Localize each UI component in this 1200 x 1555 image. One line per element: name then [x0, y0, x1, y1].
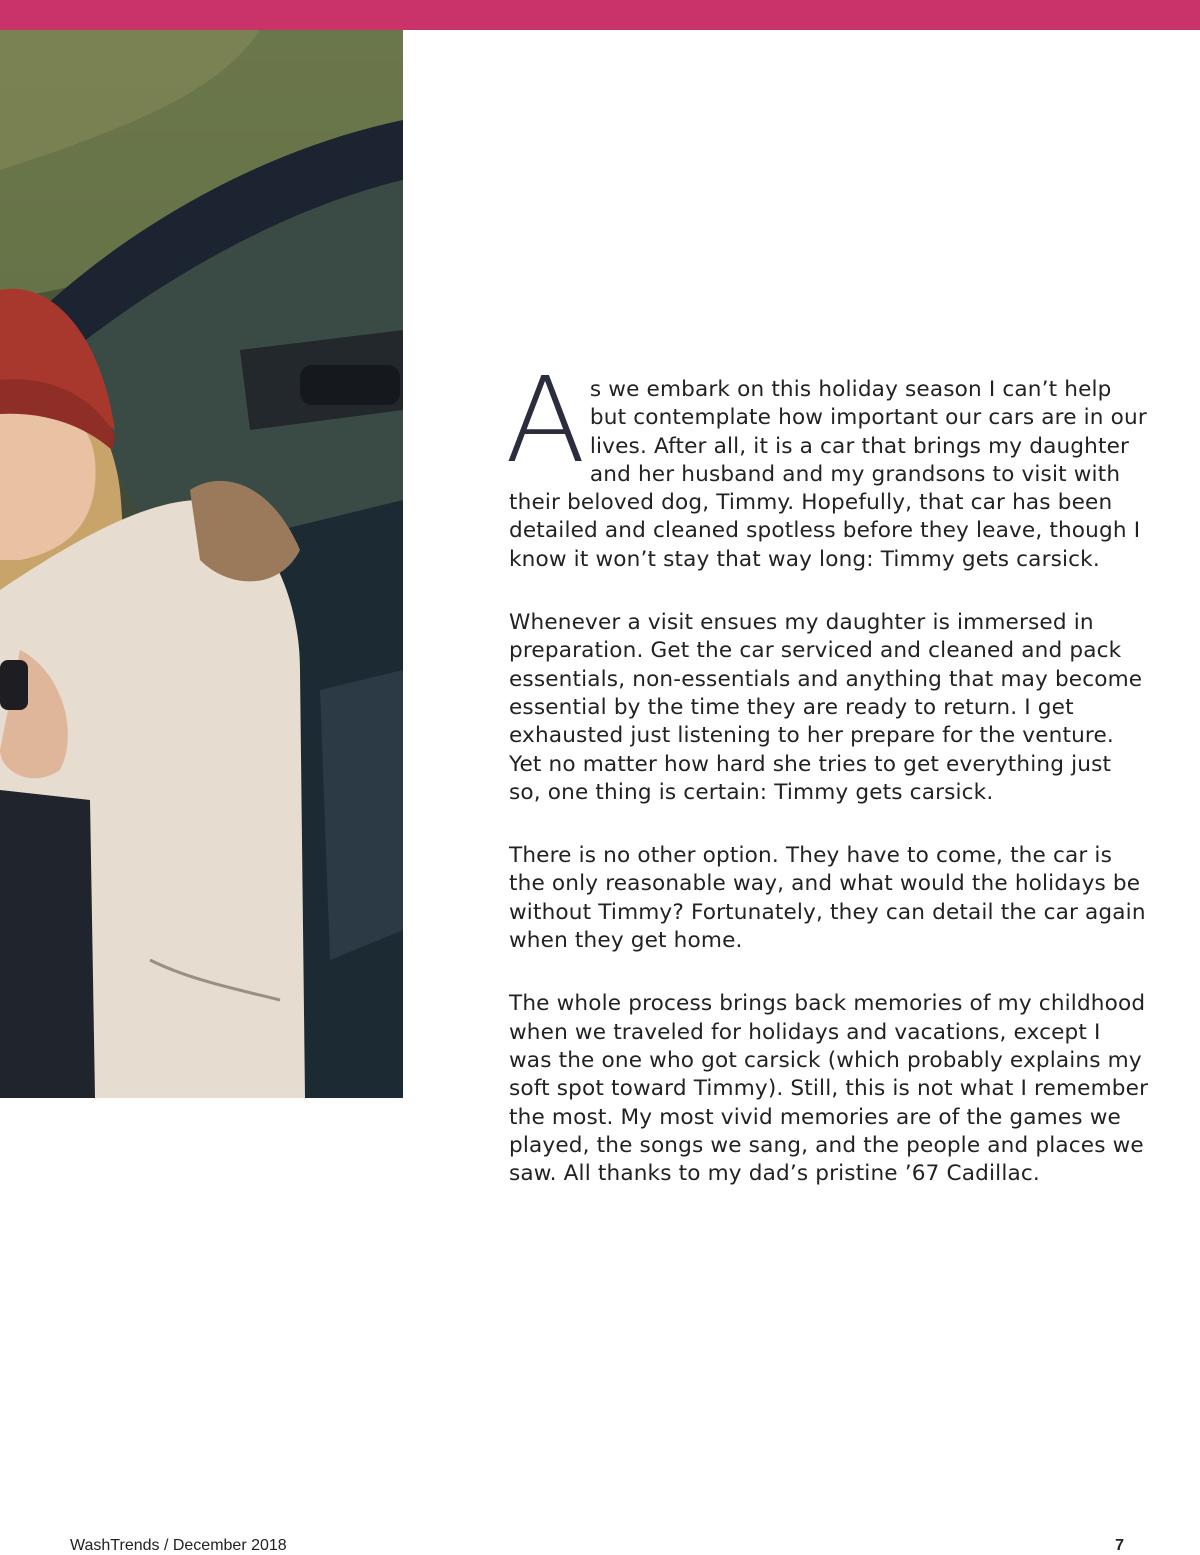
paragraph-1-text: s we embark on this holiday season I can’t help but contemplate how important our cars are in our lives. After all, it is a car that brings my daughter and her husband and my grandsons to visit with their beloved dog, Timmy. Hopefully, that car has been detailed and cleaned spotless before they leave, though I know it won’t stay that way long: Timmy gets carsick. [509, 377, 1147, 572]
page-number: 7 [1115, 1537, 1124, 1554]
photo-illustration [0, 30, 403, 1098]
top-accent-bar [0, 0, 1200, 30]
article-body [505, 351, 1149, 1223]
article-paragraph-1 [505, 351, 1149, 574]
article-paragraph-2: Whenever a visit ensues my daughter is immersed in preparation. Get the car serviced and cleaned and pack essentials, non-essentials and anything that may become essential by the time they are ready to return. I get exhausted just listening to her prepare for the venture. Yet no matter how hard she tries to get everything just so, one thing is certain: Timmy gets carsick. [509, 610, 1143, 805]
article-paragraph-4: The whole process brings back memories of my childhood when we traveled for holidays and vacations, except I was the one who got carsick (which probably explains my soft spot toward Timmy). Still, this is not what I remember the most. My most vivid memories are of the games we played, the songs we sang, and the people and places we saw. All thanks to my dad’s pristine ’67 Cadillac. [509, 991, 1149, 1187]
drop-cap: A [505, 351, 586, 489]
photo-woman-by-car [0, 30, 403, 1098]
footer-publication: WashTrends / December 2018 [70, 1537, 287, 1554]
article-paragraph-3: There is no other option. They have to come, the car is the only reasonable way, and what would the holidays be without Timmy? Fortunately, they can detail the car again when they get home. [509, 843, 1146, 954]
